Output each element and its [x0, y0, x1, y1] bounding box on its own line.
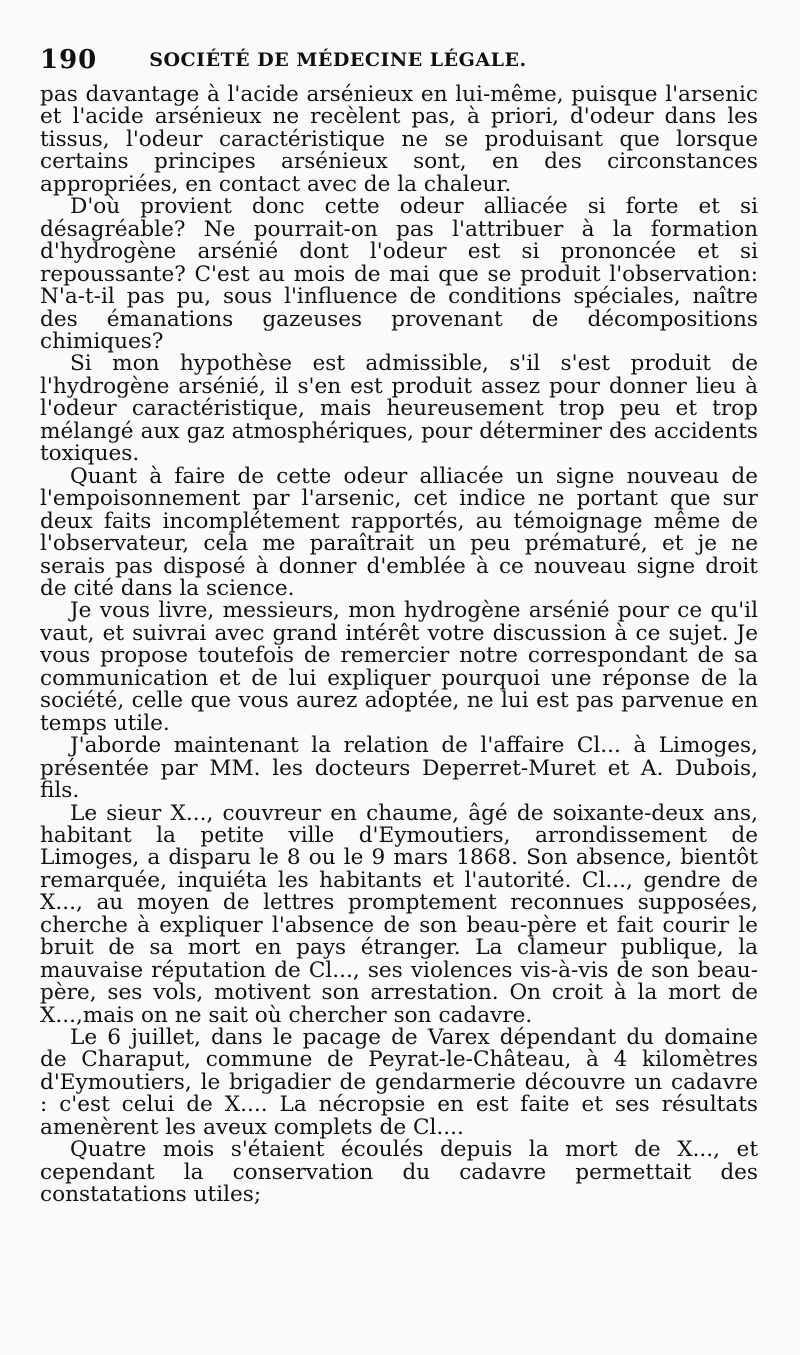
paragraph-4: Quant à faire de cette odeur alliacée un signe nouveau de l'empoisonnement par l'arsenic, cet indice ne portant que sur deux faits incomplétement rapportés, au témoignage même de l'observateur, cela me paraîtrait un peu prématuré, et je ne serais pas disposé à donner d'emblée à ce nouveau signe droit de cité dans la science.: [40, 463, 758, 601]
paragraph-6: J'aborde maintenant la relation de l'affaire Cl... à Limoges, présentée par MM. les docteurs Deperret-Muret et A. Dubois, fils.: [40, 733, 758, 804]
text-body: [40, 84, 758, 1207]
paragraph-9: Quatre mois s'étaient écoulés depuis la mort de X..., et cependant la conservation du cadavre permettait des constatations utiles;: [40, 1137, 758, 1208]
paragraph-2: D'où provient donc cette odeur alliacée si forte et si désagréable? Ne pourrait-on pas l'attribuer à la formation d'hydrogène arsénié dont l'odeur est si prononcée et si repoussante? C'est au mois de mai que se produit l'observation: N'a-t-il pas pu, sous l'influence de conditions spéciales, naître des émanations gazeuses provenant de décompositions chimiques?: [40, 194, 758, 354]
paragraph-5: Je vous livre, messieurs, mon hydrogène arsénié pour ce qu'il vaut, et suivrai avec grand intérêt votre discussion à ce sujet. Je vous propose toutefois de remercier notre correspondant de sa communication et de lui expliquer pourquoi une réponse de la société, celle que vous aurez adoptée, ne lui est pas parvenue en temps utile.: [40, 598, 758, 736]
page-header: [40, 40, 760, 80]
paragraph-7: Le sieur X..., couvreur en chaume, âgé de soixante-deux ans, habitant la petite ville d'Eymoutiers, arrondissement de Limoges, a disparu le 8 ou le 9 mars 1868. Son absence, bientôt remarquée, inquiéta les habitants et l'autorité. Cl..., gendre de X..., au moyen de lettres promptement reconnues supposées, cherche à expliquer l'absence de son beau-père et fait courir le bruit de sa mort en pays étranger. La clameur publique, la mauvaise réputation de Cl..., ses violences vis-à-vis de son beau-père, ses vols, motivent son arrestation. On croit à la mort de X...,mais on ne sait où chercher son cadavre.: [40, 800, 758, 1028]
paragraph-8: Le 6 juillet, dans le pacage de Varex dépendant du domaine de Charaput, commune de Peyrat-le-Château, à 4 kilomètres d'Eymoutiers, le brigadier de gendarmerie découvre un cadavre : c'est celui de X.... La nécropsie en est faite et ses résultats amenèrent les aveux complets de Cl....: [40, 1025, 758, 1140]
paragraph-1: pas davantage à l'acide arsénieux en lui-même, puisque l'arsenic et l'acide arsénieux ne recèlent pas, à priori, d'odeur dans les tissus, l'odeur caractéristique ne se produisant que lorsque certains principes arsénieux sont, en des circonstances appropriées, en contact avec de la chaleur.: [40, 82, 758, 197]
page-number: 190: [40, 45, 98, 75]
paragraph-3: Si mon hypothèse est admissible, s'il s'est produit de l'hydrogène arsénié, il s'en est produit assez pour donner lieu à l'odeur caractéristique, mais heureusement trop peu et trop mélangé aux gaz atmosphériques, pour déterminer des accidents toxiques.: [40, 351, 758, 467]
running-head: SOCIÉTÉ DE MÉDECINE LÉGALE.: [149, 49, 527, 71]
